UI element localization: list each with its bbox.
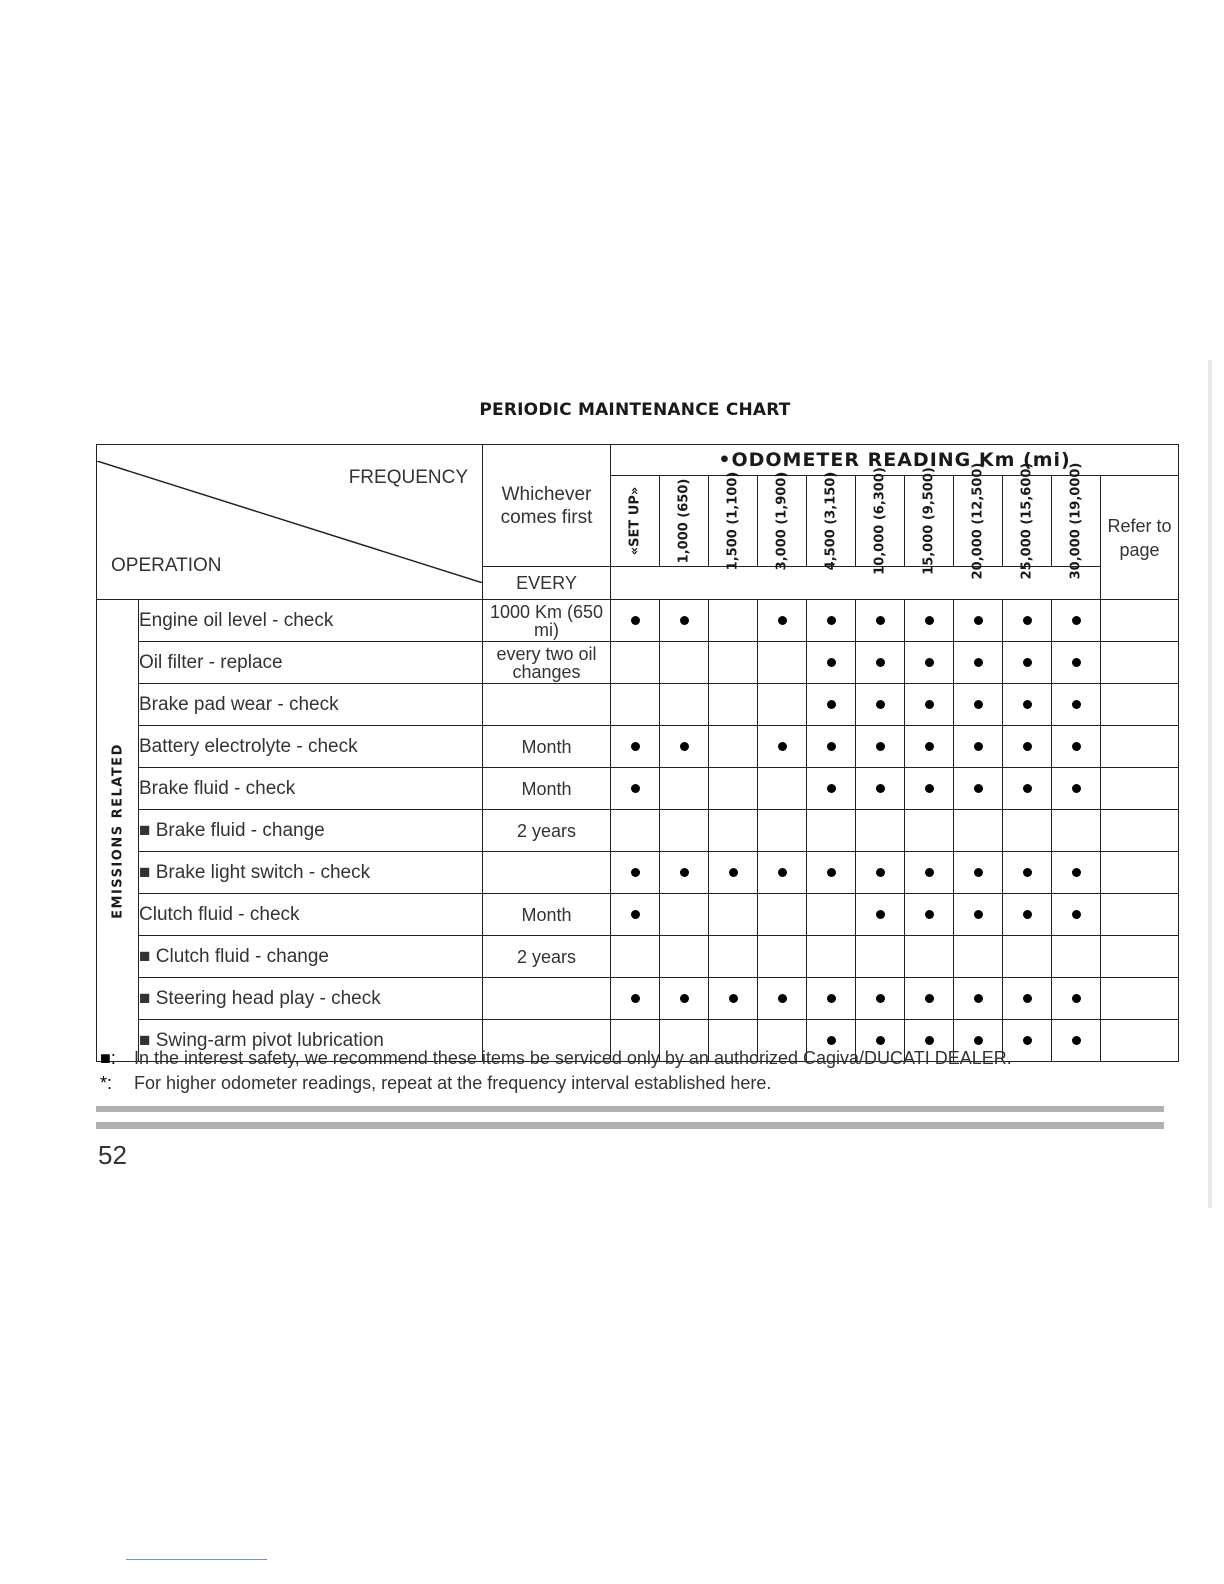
emissions-related-label: EMISSIONS RELATED: [110, 742, 125, 919]
interval-cell: [660, 642, 709, 684]
service-dot-icon: [1072, 868, 1081, 877]
service-dot-icon: [1072, 910, 1081, 919]
interval-cell: [1003, 936, 1052, 978]
interval-cell: [709, 810, 758, 852]
odometer-column-header: [1052, 462, 1101, 580]
interval-cell: [807, 894, 856, 936]
frequency-cell: Month: [483, 726, 611, 768]
operation-cell: ■ Steering head play - check: [139, 978, 483, 1020]
interval-cell: [709, 852, 758, 894]
service-dot-icon: [827, 994, 836, 1003]
service-dot-icon: [925, 1036, 934, 1045]
operation-cell: ■ Brake fluid - change: [139, 810, 483, 852]
service-dot-icon: [1023, 616, 1032, 625]
interval-cell: [856, 852, 905, 894]
service-dot-icon: [631, 994, 640, 1003]
odometer-column-header: [905, 467, 954, 575]
service-dot-icon: [778, 616, 787, 625]
interval-cell: [758, 642, 807, 684]
operation-cell: Brake pad wear - check: [139, 684, 483, 726]
table-row: [97, 768, 1179, 810]
interval-cell: [709, 978, 758, 1020]
footnote-text: For higher odometer readings, repeat at the frequency interval established here.: [134, 1073, 772, 1093]
scan-edge: [1208, 360, 1212, 1208]
service-dot-icon: [1023, 994, 1032, 1003]
page-number: 52: [98, 1140, 127, 1170]
interval-cell: [954, 978, 1003, 1020]
operation-cell: ■ Swing-arm pivot lubrication: [139, 1020, 483, 1062]
operation-cell: Engine oil level - check: [139, 600, 483, 642]
odometer-column-header: [660, 476, 709, 567]
interval-cell: [807, 768, 856, 810]
table-row: [97, 978, 1179, 1020]
service-dot-icon: [1023, 1036, 1032, 1045]
odometer-column-label: 30,000 (19,000): [1068, 462, 1084, 580]
odometer-column-label: 1,000 (650): [676, 478, 692, 564]
interval-cell: [856, 726, 905, 768]
refer-to-page: Refer to page: [1101, 476, 1179, 600]
service-dot-icon: [876, 994, 885, 1003]
interval-cell: [660, 852, 709, 894]
interval-cell: [1052, 1020, 1101, 1062]
operation-cell: ■ Brake light switch - check: [139, 852, 483, 894]
interval-cell: [856, 768, 905, 810]
service-dot-icon: [1023, 700, 1032, 709]
odometer-column-label: 1,500 (1,100): [725, 471, 741, 571]
interval-cell: [660, 978, 709, 1020]
service-dot-icon: [925, 868, 934, 877]
interval-cell: [905, 936, 954, 978]
interval-cell: [611, 600, 660, 642]
interval-cell: [905, 642, 954, 684]
service-dot-icon: [680, 994, 689, 1003]
service-dot-icon: [1023, 658, 1032, 667]
refer-page-cell: [1101, 810, 1179, 852]
interval-cell: [905, 978, 954, 1020]
service-dot-icon: [925, 994, 934, 1003]
interval-cell: [954, 894, 1003, 936]
header-corner: [97, 445, 483, 600]
interval-cell: [1052, 600, 1101, 642]
service-dot-icon: [925, 700, 934, 709]
interval-cell: [709, 894, 758, 936]
service-dot-icon: [1072, 1036, 1081, 1045]
interval-cell: [758, 936, 807, 978]
interval-cell: [611, 894, 660, 936]
interval-cell: [1003, 600, 1052, 642]
interval-cell: [856, 936, 905, 978]
table-row: [97, 852, 1179, 894]
frequency-label: FREQUENCY: [348, 467, 468, 488]
service-dot-icon: [974, 910, 983, 919]
odometer-column-header: [1003, 462, 1052, 580]
service-dot-icon: [680, 868, 689, 877]
interval-cell: [611, 978, 660, 1020]
refer-page-cell: [1101, 852, 1179, 894]
service-dot-icon: [778, 868, 787, 877]
interval-cell: [807, 600, 856, 642]
interval-cell: [758, 768, 807, 810]
service-dot-icon: [876, 742, 885, 751]
refer-page-cell: [1101, 684, 1179, 726]
interval-cell: [807, 978, 856, 1020]
interval-cell: [660, 810, 709, 852]
service-dot-icon: [778, 994, 787, 1003]
frequency-cell: [483, 852, 611, 894]
interval-cell: [954, 642, 1003, 684]
interval-cell: [807, 852, 856, 894]
service-dot-icon: [1072, 616, 1081, 625]
odometer-column-label: 3,000 (1,900): [774, 471, 790, 571]
interval-cell: [905, 726, 954, 768]
every-label: EVERY: [483, 567, 611, 600]
odometer-column-label: «SET UP»: [627, 486, 643, 556]
service-dot-icon: [631, 616, 640, 625]
service-dot-icon: [876, 868, 885, 877]
refer-page-cell: [1101, 894, 1179, 936]
table-row: [97, 642, 1179, 684]
interval-cell: [611, 642, 660, 684]
service-dot-icon: [925, 658, 934, 667]
interval-cell: [905, 684, 954, 726]
odometer-column-label: 10,000 (6,300): [872, 467, 888, 575]
odometer-column-label: 20,000 (12,500): [970, 462, 986, 580]
odometer-title: •ODOMETER READING Km (mi): [611, 445, 1179, 476]
interval-cell: [709, 684, 758, 726]
interval-cell: [905, 768, 954, 810]
interval-cell: [954, 810, 1003, 852]
table-row: [97, 684, 1179, 726]
service-dot-icon: [729, 868, 738, 877]
interval-cell: [807, 642, 856, 684]
refer-page-cell: [1101, 978, 1179, 1020]
odometer-column-label: 25,000 (15,600): [1019, 462, 1035, 580]
service-dot-icon: [974, 994, 983, 1003]
odometer-column-header: [611, 476, 660, 567]
service-dot-icon: [631, 784, 640, 793]
footnote-odometer: [100, 1071, 1012, 1096]
divider-rule: [96, 1106, 1164, 1112]
service-dot-icon: [827, 868, 836, 877]
service-dot-icon: [876, 700, 885, 709]
operation-cell: Battery electrolyte - check: [139, 726, 483, 768]
interval-cell: [758, 726, 807, 768]
interval-cell: [709, 768, 758, 810]
refer-page-cell: [1101, 726, 1179, 768]
interval-cell: [1003, 768, 1052, 810]
service-dot-icon: [1072, 784, 1081, 793]
interval-cell: [709, 600, 758, 642]
interval-cell: [905, 852, 954, 894]
odometer-column-header: [954, 462, 1003, 580]
service-dot-icon: [827, 1036, 836, 1045]
service-dot-icon: [1072, 994, 1081, 1003]
refer-page-cell: [1101, 768, 1179, 810]
service-dot-icon: [1072, 658, 1081, 667]
interval-cell: [758, 852, 807, 894]
odometer-column-label: 4,500 (3,150): [823, 471, 839, 571]
service-dot-icon: [1023, 910, 1032, 919]
interval-cell: [1003, 894, 1052, 936]
service-dot-icon: [974, 658, 983, 667]
refer-page-cell: [1101, 936, 1179, 978]
service-dot-icon: [925, 784, 934, 793]
interval-cell: [611, 768, 660, 810]
operation-cell: Clutch fluid - check: [139, 894, 483, 936]
interval-cell: [758, 810, 807, 852]
odometer-column-header: [856, 467, 905, 575]
link-underline: [126, 1559, 267, 1560]
service-dot-icon: [876, 616, 885, 625]
interval-cell: [954, 768, 1003, 810]
interval-cell: [1052, 642, 1101, 684]
interval-cell: [954, 600, 1003, 642]
service-dot-icon: [631, 868, 640, 877]
interval-cell: [1003, 684, 1052, 726]
divider-rule: [96, 1122, 1164, 1129]
service-dot-icon: [778, 742, 787, 751]
interval-cell: [1052, 810, 1101, 852]
service-dot-icon: [680, 616, 689, 625]
interval-cell: [709, 936, 758, 978]
service-dot-icon: [827, 616, 836, 625]
interval-cell: [807, 684, 856, 726]
service-dot-icon: [925, 616, 934, 625]
service-dot-icon: [1072, 742, 1081, 751]
footnote-text: In the interest safety, we recommend these items be serviced only by an authorized Cagiva/DUCATI DEALER.: [134, 1048, 1012, 1068]
service-dot-icon: [925, 910, 934, 919]
interval-cell: [1052, 936, 1101, 978]
interval-cell: [905, 600, 954, 642]
interval-cell: [611, 726, 660, 768]
frequency-cell: 2 years: [483, 936, 611, 978]
interval-cell: [954, 852, 1003, 894]
interval-cell: [807, 936, 856, 978]
operation-cell: ■ Clutch fluid - change: [139, 936, 483, 978]
service-dot-icon: [827, 784, 836, 793]
service-dot-icon: [876, 910, 885, 919]
interval-cell: [1052, 684, 1101, 726]
service-dot-icon: [1072, 700, 1081, 709]
interval-cell: [807, 726, 856, 768]
interval-cell: [1052, 894, 1101, 936]
interval-cell: [856, 810, 905, 852]
interval-cell: [856, 642, 905, 684]
interval-cell: [905, 894, 954, 936]
whichever-comes-first: Whichever comes first: [483, 445, 611, 567]
interval-cell: [660, 684, 709, 726]
interval-cell: [611, 852, 660, 894]
service-dot-icon: [876, 1036, 885, 1045]
table-row: [97, 600, 1179, 642]
emissions-related-band: [97, 600, 139, 1062]
service-dot-icon: [974, 700, 983, 709]
interval-cell: [1003, 642, 1052, 684]
service-dot-icon: [729, 994, 738, 1003]
service-dot-icon: [1023, 868, 1032, 877]
interval-cell: [1052, 768, 1101, 810]
interval-cell: [660, 768, 709, 810]
interval-cell: [758, 684, 807, 726]
refer-page-cell: [1101, 1020, 1179, 1062]
odometer-column-header: [709, 471, 758, 571]
interval-cell: [856, 684, 905, 726]
interval-cell: [660, 600, 709, 642]
frequency-cell: Month: [483, 768, 611, 810]
interval-cell: [905, 810, 954, 852]
frequency-cell: 1000 Km (650 mi): [483, 600, 611, 642]
interval-cell: [611, 810, 660, 852]
service-dot-icon: [680, 742, 689, 751]
service-dot-icon: [925, 742, 934, 751]
service-dot-icon: [876, 784, 885, 793]
operation-cell: Brake fluid - check: [139, 768, 483, 810]
service-dot-icon: [974, 616, 983, 625]
frequency-cell: [483, 684, 611, 726]
interval-cell: [660, 726, 709, 768]
interval-cell: [758, 894, 807, 936]
table-row: [97, 894, 1179, 936]
service-dot-icon: [974, 1036, 983, 1045]
footnotes: [100, 1046, 1012, 1096]
interval-cell: [856, 978, 905, 1020]
service-dot-icon: [974, 742, 983, 751]
table-row: [97, 936, 1179, 978]
odometer-column-header: [807, 471, 856, 571]
asterisk-marker-icon: *:: [100, 1073, 113, 1093]
frequency-cell: Month: [483, 894, 611, 936]
interval-cell: [1003, 978, 1052, 1020]
interval-cell: [758, 978, 807, 1020]
square-marker-icon: ■:: [100, 1048, 116, 1068]
service-dot-icon: [827, 700, 836, 709]
interval-cell: [807, 810, 856, 852]
maintenance-table: [96, 444, 1179, 1062]
service-dot-icon: [974, 868, 983, 877]
interval-cell: [1003, 852, 1052, 894]
interval-cell: [611, 684, 660, 726]
interval-cell: [954, 936, 1003, 978]
interval-cell: [954, 726, 1003, 768]
refer-page-cell: [1101, 600, 1179, 642]
service-dot-icon: [827, 742, 836, 751]
service-dot-icon: [827, 658, 836, 667]
interval-cell: [856, 600, 905, 642]
service-dot-icon: [974, 784, 983, 793]
service-dot-icon: [631, 742, 640, 751]
frequency-cell: 2 years: [483, 810, 611, 852]
interval-cell: [611, 936, 660, 978]
chart-title: PERIODIC MAINTENANCE CHART: [479, 400, 791, 420]
interval-cell: [1052, 978, 1101, 1020]
operation-label: OPERATION: [111, 555, 222, 576]
service-dot-icon: [1023, 742, 1032, 751]
footnote-dealer: [100, 1046, 1012, 1071]
interval-cell: [954, 684, 1003, 726]
interval-cell: [1003, 726, 1052, 768]
frequency-cell: every two oil changes: [483, 642, 611, 684]
interval-cell: [1052, 852, 1101, 894]
interval-cell: [1003, 810, 1052, 852]
interval-cell: [660, 894, 709, 936]
frequency-cell: [483, 978, 611, 1020]
interval-cell: [1052, 726, 1101, 768]
interval-cell: [709, 726, 758, 768]
maintenance-chart: [96, 444, 1179, 1062]
table-row: [97, 726, 1179, 768]
refer-page-cell: [1101, 642, 1179, 684]
odometer-column-label: 15,000 (9,500): [921, 467, 937, 575]
table-row: [97, 810, 1179, 852]
interval-cell: [856, 894, 905, 936]
operation-cell: Oil filter - replace: [139, 642, 483, 684]
service-dot-icon: [1023, 784, 1032, 793]
interval-cell: [660, 936, 709, 978]
odometer-column-header: [758, 471, 807, 571]
interval-cell: [709, 642, 758, 684]
interval-cell: [758, 600, 807, 642]
service-dot-icon: [876, 658, 885, 667]
service-dot-icon: [631, 910, 640, 919]
